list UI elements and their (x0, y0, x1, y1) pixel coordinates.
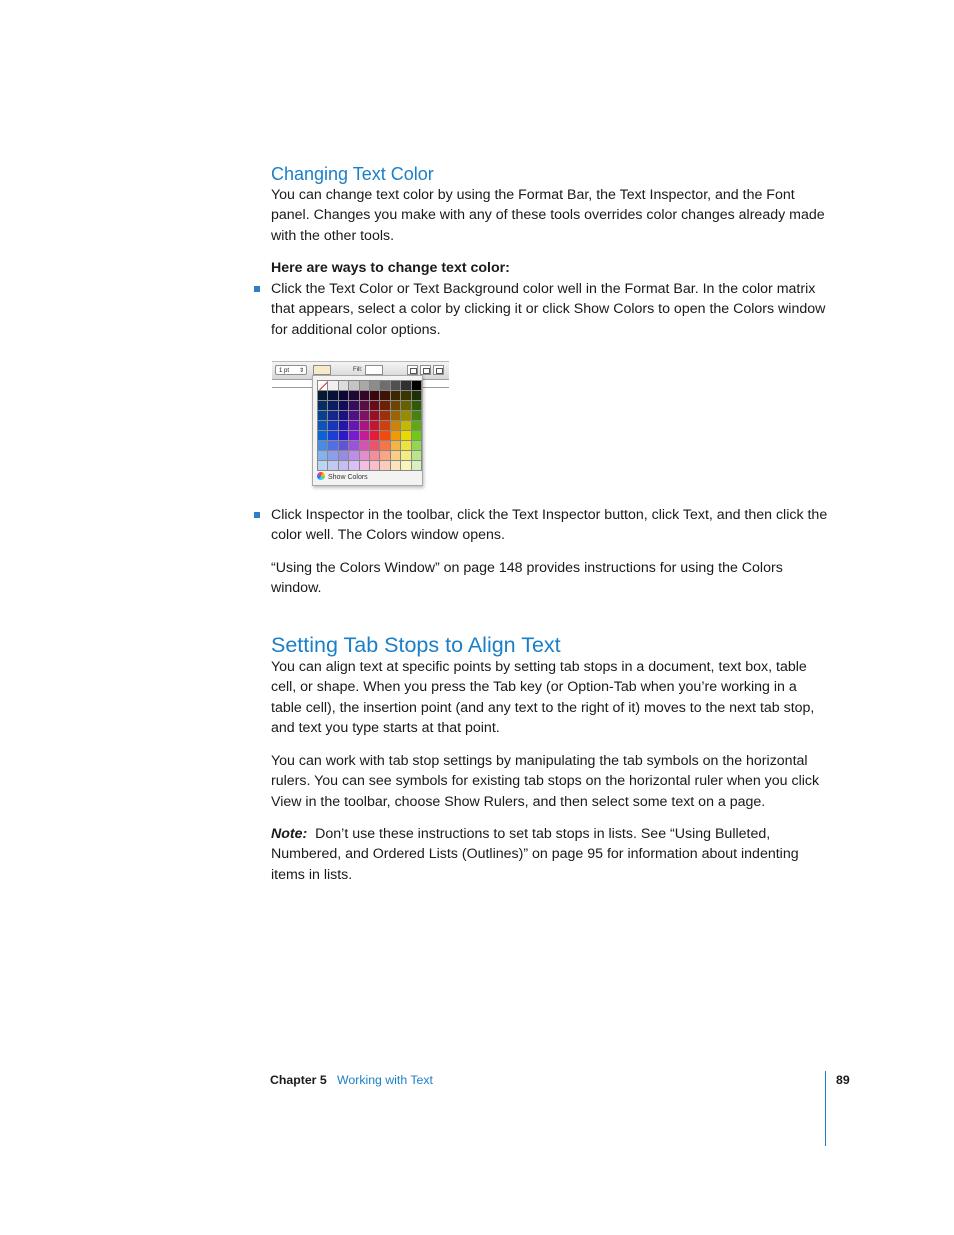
color-swatch[interactable] (339, 421, 349, 431)
no-color-swatch[interactable] (318, 381, 328, 391)
color-swatch[interactable] (401, 461, 411, 471)
color-swatch[interactable] (412, 381, 422, 391)
color-swatch[interactable] (318, 461, 328, 471)
color-swatch[interactable] (328, 391, 338, 401)
color-swatch[interactable] (391, 441, 401, 451)
color-swatch[interactable] (391, 451, 401, 461)
section-heading-tab-stops: Setting Tab Stops to Align Text (271, 633, 561, 657)
color-swatch[interactable] (339, 441, 349, 451)
color-swatch[interactable] (328, 441, 338, 451)
color-swatch[interactable] (360, 381, 370, 391)
color-swatch[interactable] (349, 441, 359, 451)
bullet-marker (254, 286, 260, 292)
table-icon[interactable] (407, 365, 418, 375)
color-swatch[interactable] (380, 451, 390, 461)
note-label: Note: (271, 826, 308, 842)
color-swatch[interactable] (391, 391, 401, 401)
color-swatch[interactable] (318, 441, 328, 451)
stepper-arrows-icon: ⇕ (298, 368, 304, 374)
color-swatch[interactable] (349, 451, 359, 461)
color-swatch[interactable] (370, 431, 380, 441)
bullet-marker (254, 512, 260, 518)
color-swatch[interactable] (412, 441, 422, 451)
color-swatch[interactable] (360, 441, 370, 451)
color-swatch[interactable] (370, 461, 380, 471)
show-colors-button[interactable] (317, 472, 368, 483)
color-swatch[interactable] (318, 431, 328, 441)
page-number: 89 (836, 1073, 850, 1087)
color-swatch[interactable] (349, 411, 359, 421)
color-swatch[interactable] (412, 421, 422, 431)
color-swatch[interactable] (318, 421, 328, 431)
color-swatch[interactable] (328, 411, 338, 421)
bullet-item-inspector: Click Inspector in the toolbar, click the Text Inspector button, click Text, and then click the color well. The Colors window opens. (271, 507, 828, 544)
color-matrix-figure (272, 360, 450, 488)
color-swatch[interactable] (412, 461, 422, 471)
color-swatch[interactable] (370, 441, 380, 451)
colors-window-reference: “Using the Colors Window” on page 148 provides instructions for using the Colors window. (271, 560, 783, 597)
color-swatch[interactable] (360, 401, 370, 411)
color-swatch[interactable] (360, 391, 370, 401)
color-swatch[interactable] (328, 401, 338, 411)
color-swatch[interactable] (360, 411, 370, 421)
color-swatch[interactable] (412, 401, 422, 411)
tab-stops-paragraph-1: You can align text at specific points by setting tab stops in a document, text box, table cell, or shape. When you press the Tab key (or Option-Tab when you’re working in a table cell), the insertion point (and any text to the right of it) moves to the next tab stop, and text you type starts at that point. (271, 659, 815, 736)
color-swatch[interactable] (370, 451, 380, 461)
text-color-well[interactable] (313, 365, 331, 375)
color-swatch[interactable] (318, 401, 328, 411)
line-width-value: 1 pt (279, 368, 290, 374)
color-swatch[interactable] (318, 411, 328, 421)
footer-chapter-title[interactable]: Working with Text (337, 1073, 433, 1087)
color-swatch[interactable] (349, 421, 359, 431)
intro-paragraph: You can change text color by using the Format Bar, the Text Inspector, and the Font panel. Changes you make with any of these tools overrides color changes already made with the other tools. (271, 187, 825, 244)
color-swatch[interactable] (391, 381, 401, 391)
note-text: Don’t use these instructions to set tab stops in lists. See “Using Bulleted, Numbered, and Ordered Lists (Outlines)” on page 95 for information about indenting items in lists. (271, 826, 799, 883)
color-swatch[interactable] (391, 401, 401, 411)
color-swatch[interactable] (328, 431, 338, 441)
show-colors-label: Show Colors (328, 474, 368, 481)
color-swatch[interactable] (412, 391, 422, 401)
color-swatch[interactable] (339, 401, 349, 411)
fill-label: Fill: (353, 367, 363, 373)
layout-icon[interactable] (433, 365, 444, 375)
color-swatch[interactable] (328, 381, 338, 391)
color-swatch[interactable] (380, 381, 390, 391)
color-swatch[interactable] (360, 461, 370, 471)
footer-chapter: Chapter 5 (270, 1073, 327, 1087)
color-swatch[interactable] (391, 421, 401, 431)
ways-label: Here are ways to change text color: (271, 260, 510, 276)
color-swatch-grid (317, 380, 422, 471)
color-swatch[interactable] (339, 391, 349, 401)
color-swatch[interactable] (401, 391, 411, 401)
color-swatch[interactable] (380, 461, 390, 471)
color-swatch[interactable] (412, 431, 422, 441)
section-heading-text-color: Changing Text Color (271, 164, 434, 184)
color-swatch[interactable] (339, 451, 349, 461)
color-swatch[interactable] (339, 431, 349, 441)
color-swatch[interactable] (339, 461, 349, 471)
color-swatch[interactable] (349, 431, 359, 441)
color-swatch[interactable] (370, 401, 380, 411)
color-wheel-icon (317, 472, 325, 480)
color-swatch[interactable] (380, 441, 390, 451)
color-swatch[interactable] (360, 451, 370, 461)
color-swatch[interactable] (391, 411, 401, 421)
color-swatch[interactable] (401, 431, 411, 441)
color-swatch[interactable] (349, 461, 359, 471)
line-width-select[interactable] (275, 365, 307, 375)
color-swatch[interactable] (412, 411, 422, 421)
color-swatch[interactable] (380, 401, 390, 411)
color-swatch[interactable] (349, 401, 359, 411)
columns-icon[interactable] (420, 365, 431, 375)
color-swatch[interactable] (401, 421, 411, 431)
color-swatch[interactable] (339, 411, 349, 421)
color-swatch[interactable] (391, 431, 401, 441)
color-swatch[interactable] (401, 411, 411, 421)
color-swatch[interactable] (318, 391, 328, 401)
tab-stops-paragraph-2: You can work with tab stop settings by manipulating the tab symbols on the horizontal rulers. You can see symbols for existing tab stops on the horizontal ruler when you click View in the toolbar, choose Show Rulers, and then select some text on a page. (271, 753, 820, 810)
color-swatch[interactable] (401, 451, 411, 461)
color-swatch[interactable] (349, 391, 359, 401)
color-swatch[interactable] (328, 461, 338, 471)
color-swatch[interactable] (391, 461, 401, 471)
color-swatch[interactable] (370, 411, 380, 421)
color-swatch[interactable] (380, 431, 390, 441)
color-swatch[interactable] (360, 431, 370, 441)
color-swatch[interactable] (380, 421, 390, 431)
color-swatch[interactable] (401, 381, 411, 391)
color-swatch[interactable] (412, 451, 422, 461)
color-swatch[interactable] (328, 451, 338, 461)
color-swatch[interactable] (380, 411, 390, 421)
bullet-item-color-well: Click the Text Color or Text Background color well in the Format Bar. In the color matrix that appears, select a color by clicking it or click Show Colors to open the Colors window for additional color options. (271, 281, 826, 338)
fill-color-well[interactable] (365, 365, 383, 375)
color-swatch[interactable] (349, 381, 359, 391)
color-swatch[interactable] (401, 401, 411, 411)
note-paragraph (271, 824, 831, 885)
color-swatch[interactable] (370, 421, 380, 431)
color-swatch[interactable] (328, 421, 338, 431)
footer-rule (825, 1071, 826, 1146)
color-matrix-popup (312, 375, 423, 486)
color-swatch[interactable] (370, 391, 380, 401)
color-swatch[interactable] (318, 451, 328, 461)
color-swatch[interactable] (380, 391, 390, 401)
color-swatch[interactable] (360, 421, 370, 431)
color-swatch[interactable] (401, 441, 411, 451)
color-swatch[interactable] (370, 381, 380, 391)
color-swatch[interactable] (339, 381, 349, 391)
